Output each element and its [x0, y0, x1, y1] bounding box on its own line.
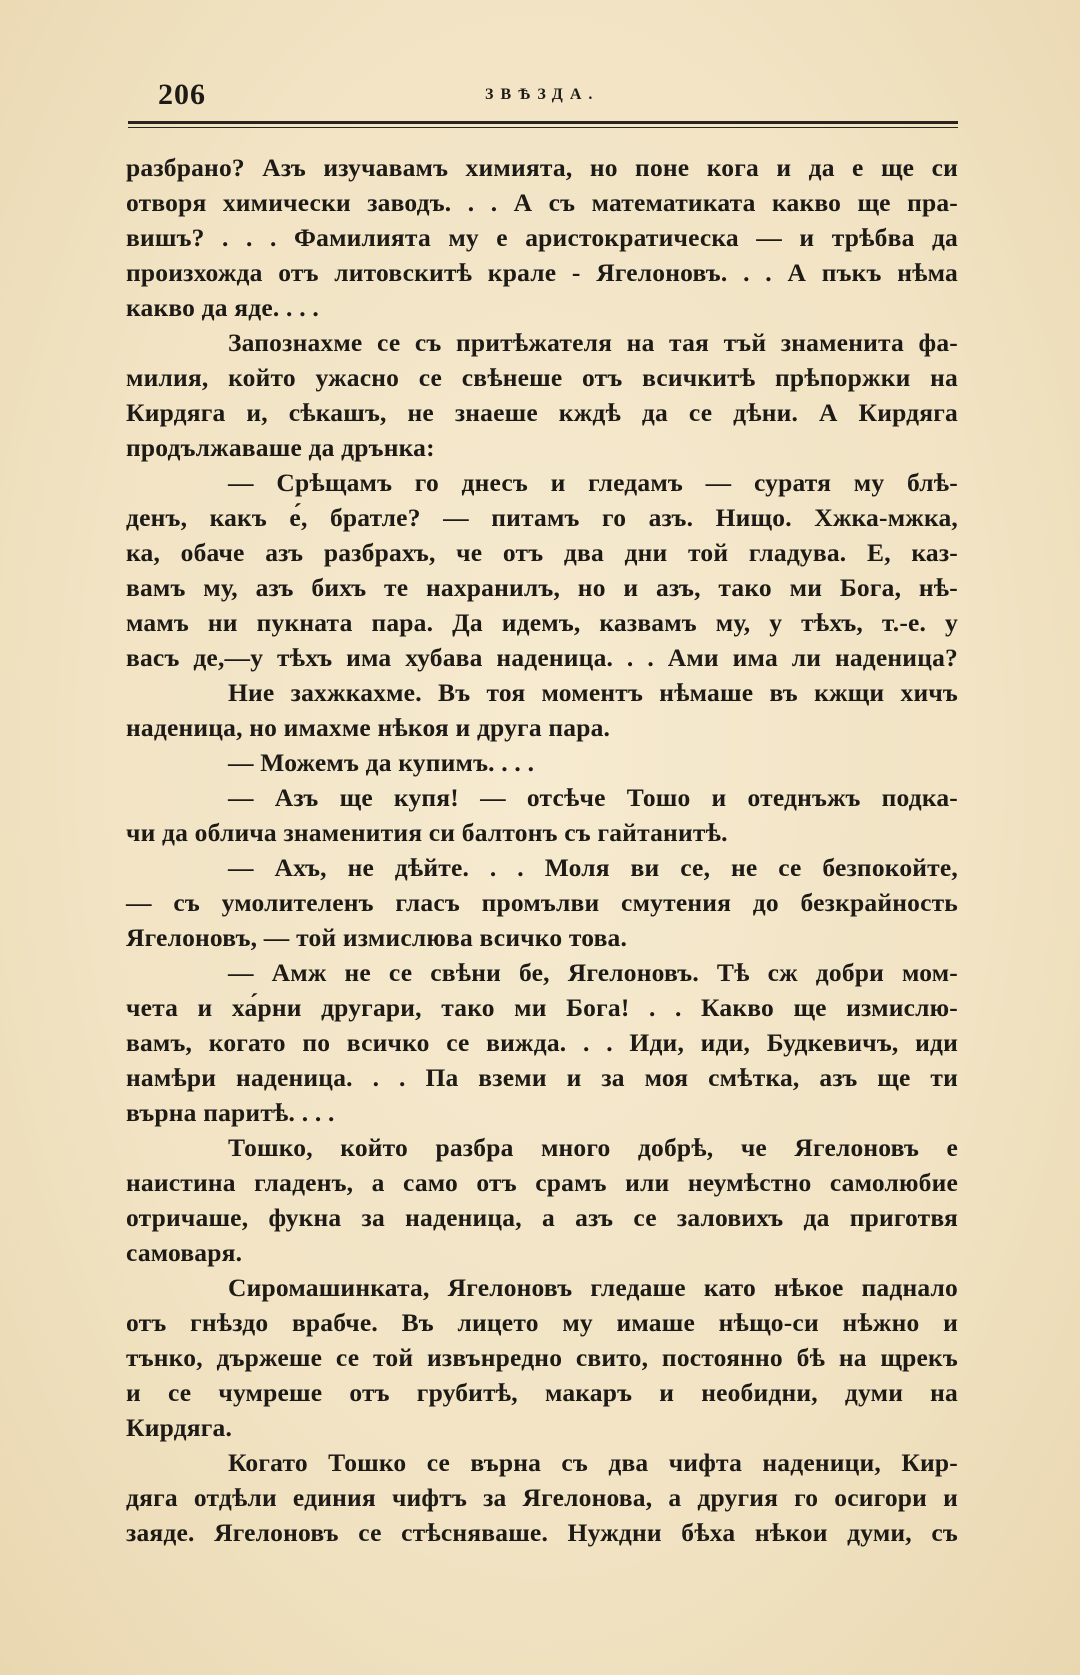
text-line: намѣри наденица. . . Па вземи и за моя смѣтка, азъ ще ти: [126, 1063, 958, 1092]
text-line: разбрано? Азъ изучавамъ химията, но поне кога и да е ще си: [126, 153, 958, 182]
text-line: наистина гладенъ, а само отъ срамъ или неумѣстно самолюбие: [126, 1168, 958, 1197]
text-line: отричаше, фукна за наденица, а азъ се заловихъ да приготвя: [126, 1203, 958, 1232]
text-line: — съ умолителенъ гласъ промълви смутения до безкрайность: [126, 888, 958, 917]
text-line: Когато Тошко се върна съ два чифта наденици, Кир-: [228, 1448, 958, 1477]
text-line: произхожда отъ литовскитѣ крале - Ягелоновъ. . . А пъкъ нѣма: [126, 258, 958, 287]
text-line: и се чумреше отъ грубитѣ, макаръ и необидни, думи на: [126, 1378, 958, 1407]
text-line: отворя химически заводъ. . . А съ математиката какво ще пра-: [126, 188, 958, 217]
text-line: Ягелоновъ, — той измислюва всичко това.: [126, 923, 628, 952]
text-line: върна паритѣ. . . .: [126, 1098, 335, 1127]
text-line: Ние захжкахме. Въ тоя моментъ нѣмаше въ кжщи хичъ: [228, 678, 958, 707]
page-header: [128, 74, 958, 122]
running-head: ЗВѢЗДА.: [485, 86, 600, 103]
text-line: ка, обаче азъ разбрахъ, че отъ два дни той гладува. Е, каз-: [126, 538, 958, 567]
text-line: васъ де,—у тѣхъ има хубава наденица. . . Ами има ли наденица?: [126, 643, 958, 672]
text-line: — Ахъ, не дѣйте. . . Моля ви се, не се безпокойте,: [228, 853, 958, 882]
text-line: Запознахме се съ притѣжателя на тая тъй знаменита фа-: [228, 328, 958, 357]
text-line: — Срѣщамъ го днесъ и гледамъ — суратя му блѣ-: [228, 468, 958, 497]
text-line: вишъ? . . . Фамилията му е аристократическа — и трѣбва да: [126, 223, 958, 252]
text-line: вамъ, когато по всичко се вижда. . . Иди, иди, Будкевичъ, иди: [126, 1028, 958, 1057]
text-line: дяга отдѣли единия чифтъ за Ягелонова, а другия го осигори и: [126, 1483, 958, 1512]
text-line: продължаваше да дрънка:: [126, 433, 435, 462]
text-line: заяде. Ягелоновъ се стѣсняваше. Нуждни бѣха нѣкои думи, съ: [126, 1518, 958, 1547]
text-line: — Азъ ще купя! — отсѣче Тошо и отеднъжъ подка-: [228, 783, 958, 812]
text-line: тънко, държеше се той извънредно свито, постоянно бѣ на щрекъ: [126, 1343, 958, 1372]
page-number: 206: [158, 78, 206, 111]
text-line: — Амж не се свѣни бе, Ягелоновъ. Тѣ сж добри мом-: [228, 958, 958, 987]
text-line: Кирдяга.: [126, 1413, 233, 1442]
text-line: наденица, но имахме нѣкоя и друга пара.: [126, 713, 611, 742]
header-rule-thick: [128, 121, 958, 124]
text-line: милия, който ужасно се свѣнеше отъ всичкитѣ прѣпоржки на: [126, 363, 958, 392]
text-line: чета и ха́рни другари, тако ми Бога! . . Какво ще измислю-: [126, 993, 958, 1022]
text-line: мамъ ни пукната пара. Да идемъ, казвамъ му, у тѣхъ, т.-е. у: [126, 608, 958, 637]
text-line: — Можемъ да купимъ. . . .: [228, 748, 535, 777]
header-rule-thin: [128, 127, 958, 128]
text-line: какво да яде. . . .: [126, 293, 319, 322]
text-line: денъ, какъ е́, братле? — питамъ го азъ. Нищо. Хжка-мжка,: [126, 503, 958, 532]
body-text: [126, 150, 958, 1550]
text-line: чи да облича знаменития си балтонъ съ гайтанитѣ.: [126, 818, 728, 847]
text-line: Тошко, който разбра много добрѣ, че Ягелоновъ е: [228, 1133, 958, 1162]
text-line: вамъ му, азъ бихъ те нахранилъ, но и азъ, тако ми Бога, нѣ-: [126, 573, 958, 602]
text-line: Кирдяга и, сѣкашъ, не знаеше кждѣ да се дѣни. А Кирдяга: [126, 398, 958, 427]
text-line: отъ гнѣздо врабче. Въ лицето му имаше нѣщо-си нѣжно и: [126, 1308, 958, 1337]
text-line: Сиромашинката, Ягелоновъ гледаше като нѣкое паднало: [228, 1273, 958, 1302]
text-line: самоваря.: [126, 1238, 243, 1267]
